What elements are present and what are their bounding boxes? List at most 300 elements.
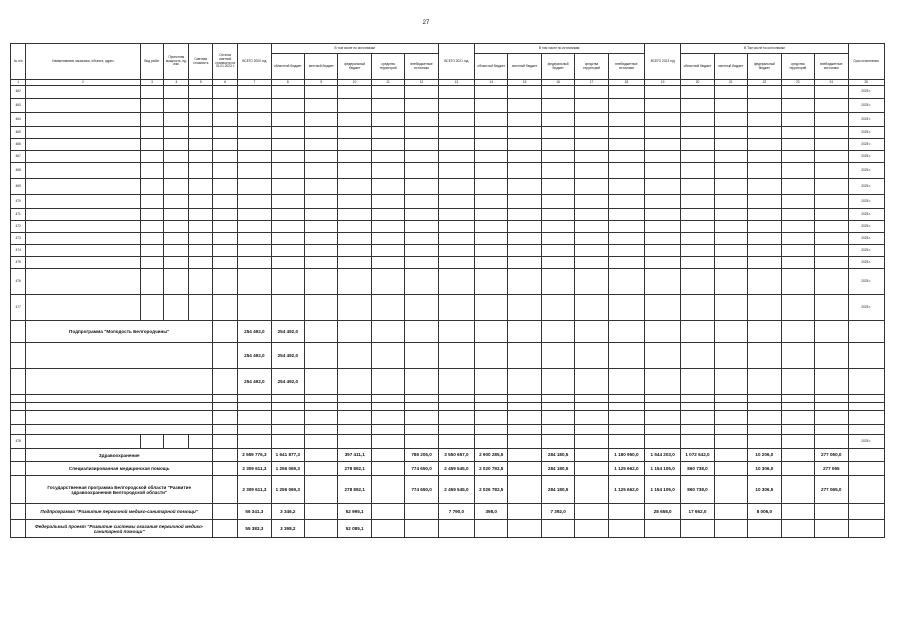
- table-cell: [438, 395, 474, 403]
- table-cell: [681, 139, 714, 151]
- table-cell: [508, 435, 541, 449]
- summary-value: 8 006,0: [748, 504, 781, 520]
- table-cell: [815, 257, 848, 269]
- program-row: [11, 321, 885, 343]
- table-cell: [608, 113, 644, 127]
- header-source-label: местный бюджет: [714, 54, 747, 80]
- table-cell: [681, 245, 714, 257]
- table-cell: [271, 163, 304, 179]
- table-cell: [815, 195, 848, 209]
- column-number: 10: [338, 80, 371, 86]
- table-cell: [405, 425, 438, 435]
- summary-value: 2 559 776,3: [238, 449, 271, 462]
- summary-value: 2 459 545,0: [438, 476, 474, 504]
- column-number: 25: [848, 80, 884, 86]
- table-cell: [475, 139, 508, 151]
- summary-value: 284 180,5: [541, 462, 574, 476]
- program-total: [238, 395, 271, 403]
- table-cell: [338, 295, 371, 321]
- column-number: 6: [213, 80, 238, 86]
- table-cell: [781, 139, 814, 151]
- table-cell: [438, 321, 474, 343]
- table-cell: [189, 127, 213, 139]
- table-cell: [405, 86, 438, 99]
- table-cell: [26, 151, 140, 163]
- table-cell: [781, 221, 814, 233]
- table-cell: [608, 163, 644, 179]
- program-label: [26, 425, 213, 435]
- table-cell: [338, 403, 371, 411]
- table-cell: [213, 403, 238, 411]
- column-number: 7: [238, 80, 271, 86]
- table-cell: [305, 395, 338, 403]
- table-cell: [575, 195, 608, 209]
- table-cell: [781, 425, 814, 435]
- table-cell: [238, 139, 271, 151]
- table-cell: [848, 411, 884, 425]
- table-cell: [781, 269, 814, 295]
- table-cell: [238, 245, 271, 257]
- table-cell: [475, 295, 508, 321]
- table-cell: [189, 179, 213, 195]
- table-cell: [213, 269, 238, 295]
- table-cell: [305, 369, 338, 395]
- summary-value: [438, 520, 474, 538]
- table-cell: [475, 321, 508, 343]
- table-cell: [305, 449, 338, 462]
- table-cell: [475, 113, 508, 127]
- table-cell: [748, 139, 781, 151]
- table-cell: [140, 245, 164, 257]
- table-cell: [508, 476, 541, 504]
- program-label: [26, 411, 213, 425]
- summary-value: [848, 462, 884, 476]
- table-cell: [271, 233, 304, 245]
- table-cell: [645, 233, 681, 245]
- table-cell: [608, 209, 644, 221]
- table-cell: [213, 435, 238, 449]
- table-cell: [645, 395, 681, 403]
- header-source-label: внебюджетные источники: [405, 54, 438, 80]
- table-cell: [305, 179, 338, 195]
- table-cell: [508, 221, 541, 233]
- program-label: Подпрограмма "Молодость Белгородчины": [26, 321, 213, 343]
- column-number: 8: [271, 80, 304, 86]
- summary-value: [681, 520, 714, 538]
- header-source-label: внебюджетные источники: [815, 54, 848, 80]
- table-cell: [371, 476, 404, 504]
- summary-label: Федеральный проект "Развитие системы оказания первичной медико-санитарной помощи": [26, 520, 213, 538]
- table-cell: [140, 269, 164, 295]
- table-cell: [213, 520, 238, 538]
- table-cell: [781, 127, 814, 139]
- table-cell: [645, 321, 681, 343]
- row-number: 463: [11, 99, 26, 113]
- table-cell: [714, 86, 747, 99]
- project-row: [11, 257, 885, 269]
- table-cell: [475, 99, 508, 113]
- table-cell: [608, 99, 644, 113]
- program-regional: [271, 395, 304, 403]
- project-row: [11, 435, 885, 449]
- table-cell: [508, 113, 541, 127]
- table-cell: [714, 411, 747, 425]
- row-number: 466: [11, 139, 26, 151]
- table-cell: [305, 195, 338, 209]
- table-cell: [213, 476, 238, 504]
- summary-value: [405, 504, 438, 520]
- table-cell: [164, 221, 189, 233]
- table-cell: [748, 245, 781, 257]
- table-cell: [475, 369, 508, 395]
- summary-value: [748, 520, 781, 538]
- table-cell: [541, 321, 574, 343]
- table-cell: [608, 395, 644, 403]
- table-cell: [508, 343, 541, 369]
- table-cell: [781, 179, 814, 195]
- table-cell: [305, 269, 338, 295]
- table-cell: [681, 295, 714, 321]
- summary-value: 397 411,1: [338, 449, 371, 462]
- table-cell: 2025 г.: [848, 139, 884, 151]
- table-cell: [164, 139, 189, 151]
- header-capacity: Проектная мощность, ед. изм.: [164, 44, 189, 80]
- table-cell: [475, 179, 508, 195]
- table-cell: [305, 343, 338, 369]
- table-cell: [508, 245, 541, 257]
- table-cell: [575, 343, 608, 369]
- table-cell: [541, 139, 574, 151]
- table-cell: [213, 127, 238, 139]
- table-cell: [305, 321, 338, 343]
- table-cell: [164, 127, 189, 139]
- table-cell: [371, 209, 404, 221]
- table-cell: [748, 113, 781, 127]
- table-cell: [305, 462, 338, 476]
- table-cell: [681, 163, 714, 179]
- table-cell: [164, 295, 189, 321]
- table-cell: [189, 195, 213, 209]
- table-cell: [11, 403, 26, 411]
- table-cell: [371, 233, 404, 245]
- table-cell: [608, 179, 644, 195]
- summary-value: 284 180,5: [541, 476, 574, 504]
- row-number: 475: [11, 257, 26, 269]
- row-number: 467: [11, 151, 26, 163]
- table-cell: [748, 163, 781, 179]
- table-cell: [608, 435, 644, 449]
- table-cell: [371, 403, 404, 411]
- program-total: [238, 425, 271, 435]
- table-cell: [575, 151, 608, 163]
- table-cell: [681, 195, 714, 209]
- summary-value: 52 995,1: [338, 504, 371, 520]
- table-cell: [645, 425, 681, 435]
- table-cell: [645, 195, 681, 209]
- table-cell: [781, 411, 814, 425]
- project-row: [11, 295, 885, 321]
- table-cell: [714, 403, 747, 411]
- table-cell: [475, 395, 508, 403]
- table-cell: [781, 113, 814, 127]
- table-cell: [238, 209, 271, 221]
- table-cell: [575, 179, 608, 195]
- table-cell: [815, 113, 848, 127]
- table-cell: [438, 425, 474, 435]
- header-source-label: местный бюджет: [305, 54, 338, 80]
- table-cell: [681, 209, 714, 221]
- summary-label: Здравоохранение: [26, 449, 213, 462]
- column-number: 12: [405, 80, 438, 86]
- table-cell: [238, 113, 271, 127]
- table-cell: [681, 113, 714, 127]
- table-cell: [608, 221, 644, 233]
- table-cell: [508, 395, 541, 403]
- table-cell: [541, 163, 574, 179]
- table-cell: [714, 520, 747, 538]
- table-cell: [848, 403, 884, 411]
- header-source-label: местный бюджет: [508, 54, 541, 80]
- table-cell: [575, 520, 608, 538]
- table-cell: [140, 113, 164, 127]
- table-cell: [438, 343, 474, 369]
- table-cell: [371, 127, 404, 139]
- header-source-label: федеральный бюджет: [338, 54, 371, 80]
- table-cell: [681, 127, 714, 139]
- table-cell: [371, 139, 404, 151]
- table-cell: 2025 г.: [848, 163, 884, 179]
- table-cell: [305, 425, 338, 435]
- summary-value: 55 383,3: [238, 520, 271, 538]
- table-cell: [714, 369, 747, 395]
- table-cell: [608, 411, 644, 425]
- table-cell: [26, 295, 140, 321]
- header-total-a: ВСЕГО 2000 год: [238, 44, 271, 80]
- table-cell: [405, 321, 438, 343]
- table-cell: [371, 269, 404, 295]
- table-cell: [371, 195, 404, 209]
- column-number: 19: [645, 80, 681, 86]
- table-cell: [815, 321, 848, 343]
- column-number: 4: [164, 80, 189, 86]
- table-cell: [371, 86, 404, 99]
- table-cell: [815, 403, 848, 411]
- table-cell: [371, 151, 404, 163]
- table-cell: [140, 435, 164, 449]
- table-cell: [405, 127, 438, 139]
- table-cell: [213, 449, 238, 462]
- table-cell: [714, 99, 747, 113]
- table-cell: [438, 195, 474, 209]
- summary-value: 1 180 950,0: [608, 449, 644, 462]
- table-cell: [475, 403, 508, 411]
- table-cell: [681, 321, 714, 343]
- table-cell: [714, 195, 747, 209]
- table-cell: [189, 233, 213, 245]
- table-cell: [815, 343, 848, 369]
- table-cell: [475, 127, 508, 139]
- table-cell: [213, 99, 238, 113]
- project-row: [11, 195, 885, 209]
- table-cell: [271, 139, 304, 151]
- table-cell: [305, 520, 338, 538]
- table-cell: [645, 403, 681, 411]
- column-number: 14: [475, 80, 508, 86]
- table-cell: [164, 86, 189, 99]
- table-cell: [438, 209, 474, 221]
- table-cell: [164, 113, 189, 127]
- table-cell: [438, 295, 474, 321]
- table-cell: [575, 233, 608, 245]
- table-cell: [405, 113, 438, 127]
- program-total: 254 492,0: [238, 321, 271, 343]
- table-cell: [338, 99, 371, 113]
- table-cell: [213, 295, 238, 321]
- table-cell: [748, 233, 781, 245]
- table-cell: [748, 209, 781, 221]
- table-cell: [371, 395, 404, 403]
- summary-value: 52 085,1: [338, 520, 371, 538]
- header-source-label: областной бюджет: [271, 54, 304, 80]
- summary-value: 1 154 105,0: [645, 476, 681, 504]
- table-cell: [213, 233, 238, 245]
- table-cell: [305, 209, 338, 221]
- row-number: 477: [11, 295, 26, 321]
- table-cell: [781, 245, 814, 257]
- table-cell: [26, 86, 140, 99]
- table-cell: [781, 369, 814, 395]
- table-cell: [305, 151, 338, 163]
- table-cell: [305, 113, 338, 127]
- table-cell: [238, 86, 271, 99]
- project-row: [11, 179, 885, 195]
- header-cost: Сметная стоимость: [189, 44, 213, 80]
- table-cell: [338, 86, 371, 99]
- table-cell: [189, 435, 213, 449]
- table-cell: [405, 99, 438, 113]
- project-row: [11, 269, 885, 295]
- table-cell: [815, 369, 848, 395]
- summary-value: 3 550 657,0: [438, 449, 474, 462]
- table-cell: [714, 179, 747, 195]
- table-cell: [714, 504, 747, 520]
- table-cell: [815, 435, 848, 449]
- table-cell: [681, 233, 714, 245]
- table-cell: [11, 411, 26, 425]
- table-cell: [271, 151, 304, 163]
- table-cell: [645, 411, 681, 425]
- table-cell: [575, 425, 608, 435]
- summary-value: 860 738,0: [681, 476, 714, 504]
- table-cell: [189, 86, 213, 99]
- table-cell: [164, 257, 189, 269]
- header-source-label: средства территорий: [575, 54, 608, 80]
- table-cell: [645, 139, 681, 151]
- table-cell: [714, 449, 747, 462]
- summary-value: 1 256 069,3: [271, 476, 304, 504]
- table-cell: [26, 99, 140, 113]
- table-cell: [575, 99, 608, 113]
- table-cell: [681, 411, 714, 425]
- table-cell: [541, 127, 574, 139]
- table-cell: [714, 113, 747, 127]
- table-cell: [405, 209, 438, 221]
- table-cell: [11, 520, 26, 538]
- table-cell: [645, 99, 681, 113]
- summary-value: 1 125 662,0: [608, 462, 644, 476]
- table-cell: [405, 221, 438, 233]
- table-cell: [575, 245, 608, 257]
- header-source-label: средства территорий: [781, 54, 814, 80]
- table-cell: [338, 343, 371, 369]
- table-cell: [815, 179, 848, 195]
- table-cell: [645, 257, 681, 269]
- header-name: Наименование заказчика, объекта, адрес: [26, 44, 140, 80]
- row-number: 464: [11, 113, 26, 127]
- table-cell: [371, 435, 404, 449]
- table-cell: [271, 221, 304, 233]
- table-cell: [781, 257, 814, 269]
- table-cell: [645, 245, 681, 257]
- table-cell: [781, 435, 814, 449]
- table-cell: [305, 403, 338, 411]
- table-cell: [475, 86, 508, 99]
- summary-label: Государственная программа Белгородской области "Развитие здравоохранения Белгородской области": [26, 476, 213, 504]
- table-cell: [405, 403, 438, 411]
- table-cell: [26, 257, 140, 269]
- table-cell: [164, 269, 189, 295]
- table-cell: [781, 321, 814, 343]
- table-cell: [645, 113, 681, 127]
- table-cell: 2025 г.: [848, 86, 884, 99]
- table-cell: [438, 269, 474, 295]
- table-cell: [371, 221, 404, 233]
- table-cell: [213, 321, 238, 343]
- table-cell: [405, 195, 438, 209]
- table-cell: [815, 425, 848, 435]
- table-cell: [189, 151, 213, 163]
- table-cell: [508, 403, 541, 411]
- table-cell: [164, 99, 189, 113]
- table-cell: [26, 179, 140, 195]
- header-sources-b: В том числе по источникам:: [475, 44, 645, 54]
- table-cell: [508, 462, 541, 476]
- table-cell: [475, 269, 508, 295]
- table-cell: [541, 395, 574, 403]
- header-source-label: областной бюджет: [681, 54, 714, 80]
- summary-value: [645, 520, 681, 538]
- table-cell: [748, 257, 781, 269]
- program-row: [11, 369, 885, 395]
- table-cell: [575, 295, 608, 321]
- table-cell: [405, 163, 438, 179]
- table-cell: [438, 221, 474, 233]
- table-cell: [11, 449, 26, 462]
- table-cell: [508, 195, 541, 209]
- table-cell: [714, 269, 747, 295]
- header-sources-c: В Том числе по источникам: [681, 44, 848, 54]
- column-number: 18: [608, 80, 644, 86]
- table-cell: [213, 113, 238, 127]
- header-total-b: ВСЕГО 2021 год: [438, 44, 474, 80]
- table-cell: [541, 343, 574, 369]
- table-cell: [714, 476, 747, 504]
- table-cell: [405, 435, 438, 449]
- summary-value: 28 658,0: [645, 504, 681, 520]
- table-cell: [238, 257, 271, 269]
- column-number: 15: [508, 80, 541, 86]
- table-cell: [405, 139, 438, 151]
